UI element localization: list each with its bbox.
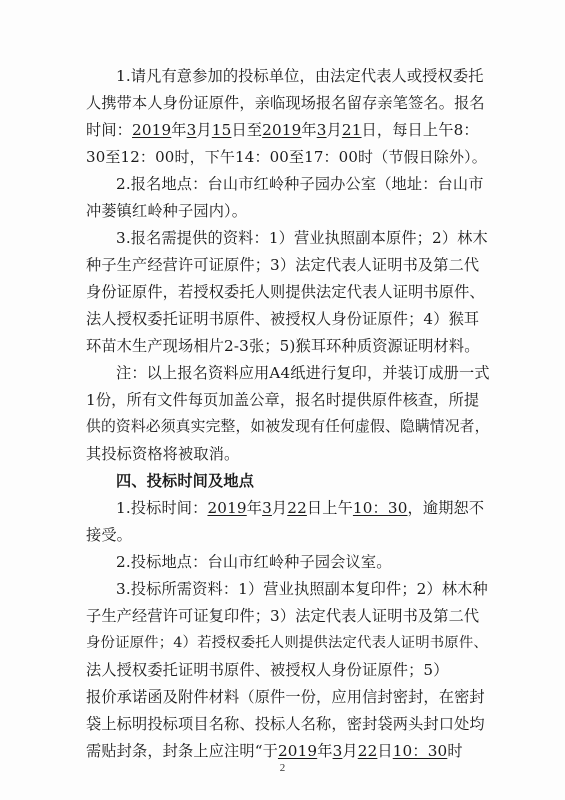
paragraph-line: 人携带本人身份证原件，亲临现场报名留存亲笔签名。报名 <box>86 94 485 112</box>
bid-time-line: 1.投标时间：2019年3月22日上午10：30，逾期恕不 <box>116 499 485 517</box>
paragraph-line: 3.报名需提供的资料：1）营业执照副本原件；2）林木 <box>116 229 488 247</box>
note-line: 供的资料必须真实完整，如被发现有任何虚假、隐瞒情况者， <box>86 418 490 435</box>
paragraph-line: 报价承诺函及附件材料（原件一份，应用信封密封，在密封 <box>86 688 485 706</box>
seal-note-line: 需贴封条，封条上应注明“于2019年3月22日10：30时 <box>86 742 463 760</box>
paragraph-line: 冲蒌镇红岭种子园内）。 <box>86 202 248 220</box>
paragraph-line: 2.报名地点：台山市红岭种子园办公室（地址：台山市 <box>116 175 484 193</box>
paragraph-line: 2.投标地点：台山市红岭种子园会议室。 <box>116 553 392 571</box>
paragraph-line: 1.请凡有意参加的投标单位，由法定代表人或授权委托 <box>116 67 484 85</box>
paragraph-line: 接受。 <box>86 526 133 544</box>
paragraph-line: 法人授权委托证明书原件、被授权人身份证原件；5） <box>86 661 449 679</box>
paragraph-line: 子生产经营许可证复印件；3）法定代表人证明书及第二代 <box>86 607 480 625</box>
registration-time-line: 时间：2019年3月15日至2019年3月21日，每日上午8： <box>86 121 479 139</box>
note-line: 其投标资格将被取消。 <box>86 445 240 463</box>
note-line: 1份，所有文件每页加盖公章，报名时提供原件核查，所提 <box>86 391 480 409</box>
paragraph-line: 袋上标明投标项目名称、投标人名称，密封袋两头封口处均 <box>86 715 485 733</box>
paragraph-line: 身份证原件；4）若授权委托人则提供法定代表人证明书原件、 <box>86 635 488 651</box>
paragraph-line: 环苗木生产现场相片2-3张；5)猴耳环种质资源证明材料。 <box>86 337 480 355</box>
paragraph-line: 3.投标所需资料：1）营业执照副本复印件；2）林木种 <box>116 580 488 598</box>
note-line: 注：以上报名资料应用A4纸进行复印，并装订成册一式 <box>116 364 490 382</box>
paragraph-line: 种子生产经营许可证原件；3）法定代表人证明书及第二代 <box>86 256 480 274</box>
paragraph-line: 身份证原件，若授权委托人则提供法定代表人证明书原件、 <box>86 283 485 301</box>
section-heading: 四、投标时间及地点 <box>116 472 255 490</box>
paragraph-line: 30至12：00时，下午14：00至17：00时（节假日除外）。 <box>86 148 487 166</box>
paragraph-line: 法人授权委托证明书原件、被授权人身份证原件；4）猴耳 <box>86 310 480 328</box>
page-number: 2 <box>279 762 286 774</box>
